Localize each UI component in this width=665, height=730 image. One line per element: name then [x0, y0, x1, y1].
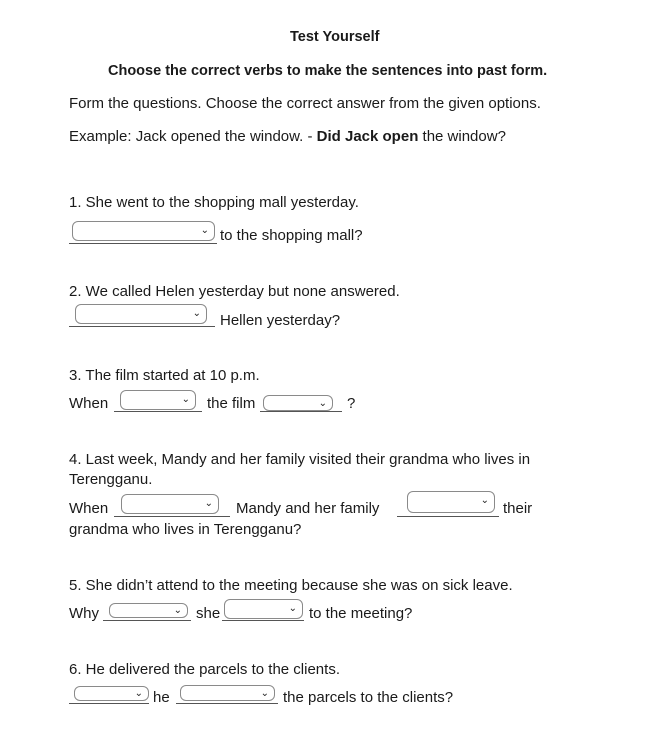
q6-word-he: he [153, 689, 170, 706]
q5-sentence: 5. She didn’t attend to the meeting because she was on sick leave. [69, 577, 513, 594]
q3-sentence: 3. The film started at 10 p.m. [69, 367, 260, 384]
q4-word-their: their [503, 500, 533, 517]
page-subtitle: Choose the correct verbs to make the sentences into past form. [108, 63, 548, 79]
q3-word-film: the film [207, 395, 256, 412]
chevron-down-icon: ⌄ [480, 495, 489, 506]
q2-blank-line [69, 326, 215, 327]
q4-sentence-line4: grandma who lives in Terengganu? [69, 521, 302, 538]
q3-blank-line-2 [260, 411, 342, 412]
chevron-down-icon: ⌄ [181, 394, 190, 405]
q4-word-when: When [69, 500, 109, 517]
q2-tail: Hellen yesterday? [220, 312, 341, 329]
chevron-down-icon: ⌄ [200, 225, 209, 236]
example-prefix: Example: Jack opened the window. - [69, 128, 313, 145]
page-title: Test Yourself [290, 29, 380, 45]
q6-blank-line-2 [176, 703, 278, 704]
q4-blank-line-2 [397, 516, 499, 517]
q3-blank-line-1 [114, 411, 202, 412]
q5-select-1[interactable] [109, 603, 188, 618]
q1-sentence: 1. She went to the shopping mall yesterday. [69, 194, 359, 211]
q1-tail: to the shopping mall? [220, 227, 363, 244]
q6-tail: the parcels to the clients? [283, 689, 454, 706]
q4-word-mandy: Mandy and her family [236, 500, 380, 517]
chevron-down-icon: ⌄ [204, 498, 213, 509]
chevron-down-icon: ⌄ [260, 688, 269, 699]
q2-select-1[interactable] [75, 304, 207, 324]
q3-word-when: When [69, 395, 109, 412]
q5-blank-line-2 [222, 620, 304, 621]
example-suffix: the window? [422, 128, 506, 145]
chevron-down-icon: ⌄ [318, 398, 327, 409]
q4-sentence-line1: 4. Last week, Mandy and her family visited their grandma who lives in [69, 451, 531, 468]
chevron-down-icon: ⌄ [134, 688, 143, 699]
example-bold: Did Jack open [316, 128, 419, 145]
q4-select-2[interactable] [407, 491, 495, 513]
chevron-down-icon: ⌄ [173, 605, 182, 616]
q6-select-2[interactable] [180, 685, 275, 701]
q3-select-1[interactable] [120, 390, 196, 410]
q6-select-1[interactable] [74, 686, 149, 701]
q3-question-mark: ? [347, 395, 356, 412]
q6-sentence: 6. He delivered the parcels to the clients. [69, 661, 340, 678]
q6-blank-line-1 [69, 703, 149, 704]
instruction-text: Form the questions. Choose the correct answer from the given options. [69, 95, 541, 112]
q1-select-1[interactable] [72, 221, 215, 241]
q2-sentence: 2. We called Helen yesterday but none answered. [69, 283, 400, 300]
example-text [69, 128, 506, 145]
q5-word-she: she [196, 605, 221, 622]
q4-sentence-line2: Terengganu. [69, 471, 153, 488]
q4-select-1[interactable] [121, 494, 219, 514]
q5-word-why: Why [69, 605, 99, 622]
q5-select-2[interactable] [224, 599, 303, 619]
q4-blank-line-1 [114, 516, 230, 517]
chevron-down-icon: ⌄ [192, 308, 201, 319]
q5-tail: to the meeting? [309, 605, 413, 622]
q5-blank-line-1 [103, 620, 191, 621]
chevron-down-icon: ⌄ [288, 603, 297, 614]
q3-select-2[interactable] [263, 395, 333, 411]
q1-blank-line [69, 243, 217, 244]
